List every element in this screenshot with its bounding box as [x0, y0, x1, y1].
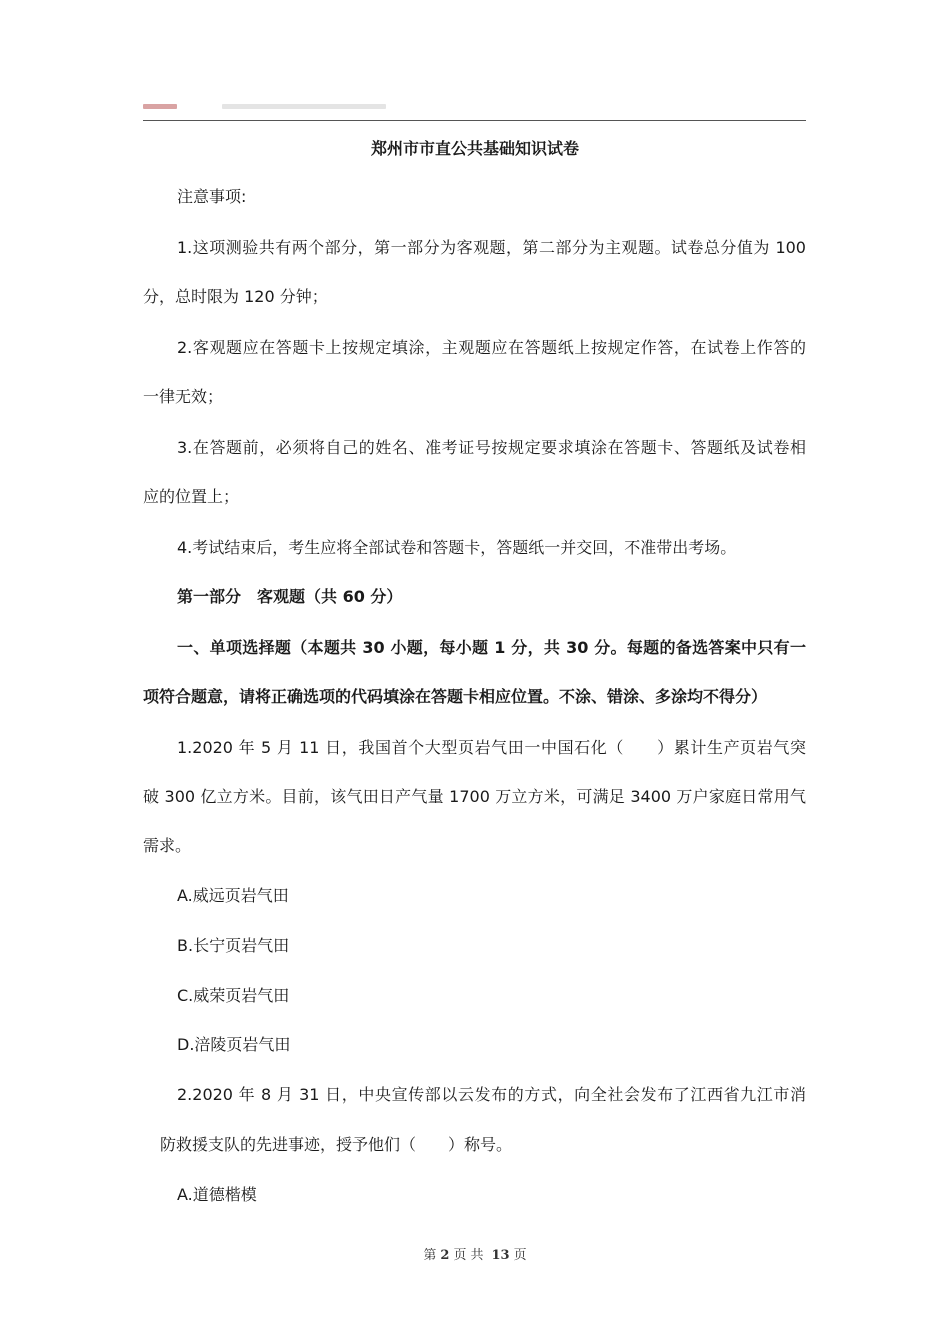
question-2-option-a: A.道德楷模: [177, 1185, 257, 1204]
notice-item-4: 4.考试结束后，考生应将全部试卷和答题卡，答题纸一并交回，不准带出考场。: [177, 538, 737, 557]
footer-prefix: 第: [423, 1248, 437, 1263]
page-title: 郑州市市直公共基础知识试卷: [370, 139, 579, 158]
footer-total-word: 共: [470, 1248, 484, 1263]
header-faded-text: [222, 104, 386, 109]
notice-item-3-line-1: 3.在答题前，必须将自己的姓名、准考证号按规定要求填涂在答题卡、答题纸及试卷相: [177, 438, 806, 457]
notice-item-2-line-1: 2.客观题应在答题卡上按规定填涂，主观题应在答题纸上按规定作答，在试卷上作答的: [177, 338, 806, 357]
footer-page-word: 页: [453, 1248, 467, 1263]
header-logo-mark: [143, 104, 177, 109]
question-1-option-c: C.威荣页岩气田: [177, 986, 290, 1005]
notice-item-1-line-1: 1.这项测验共有两个部分，第一部分为客观题，第二部分为主观题。试卷总分值为 100: [177, 238, 806, 257]
header-rule: [143, 120, 806, 121]
footer-suffix: 页: [513, 1248, 527, 1263]
notice-heading: 注意事项:: [177, 187, 247, 206]
notice-item-1-line-2: 分，总时限为 120 分钟；: [143, 287, 328, 306]
footer-page-number: 2: [440, 1248, 450, 1263]
question-1-line-1: 1.2020 年 5 月 11 日，我国首个大型页岩气田一中国石化（ ）累计生产页岩气突: [177, 738, 806, 757]
part-1-heading: 第一部分 客观题（共 60 分）: [177, 587, 403, 606]
footer-total-pages: 13: [491, 1248, 510, 1263]
question-1-option-d: D.涪陵页岩气田: [177, 1035, 291, 1054]
question-1-line-3: 需求。: [143, 836, 192, 855]
question-2-line-1: 2.2020 年 8 月 31 日，中央宣传部以云发布的方式，向全社会发布了江西省九江市消: [177, 1085, 806, 1104]
question-1-option-b: B.长宁页岩气田: [177, 936, 290, 955]
section-1-heading-line-2: 项符合题意，请将正确选项的代码填涂在答题卡相应位置。不涂、错涂、多涂均不得分）: [143, 687, 768, 706]
question-1-option-a: A.威远页岩气田: [177, 886, 289, 905]
page-footer: [0, 1246, 950, 1266]
question-2-line-2: 防救援支队的先进事迹，授予他们（ ）称号。: [160, 1135, 513, 1154]
section-1-heading-line-1: 一、单项选择题（本题共 30 小题，每小题 1 分，共 30 分。每题的备选答案中只有一: [177, 638, 806, 657]
question-1-line-2: 破 300 亿立方米。目前，该气田日产气量 1700 万立方米，可满足 3400 万户家庭日常用气: [143, 787, 806, 806]
notice-item-2-line-2: 一律无效；: [143, 387, 224, 406]
notice-item-3-line-2: 应的位置上；: [143, 487, 240, 506]
